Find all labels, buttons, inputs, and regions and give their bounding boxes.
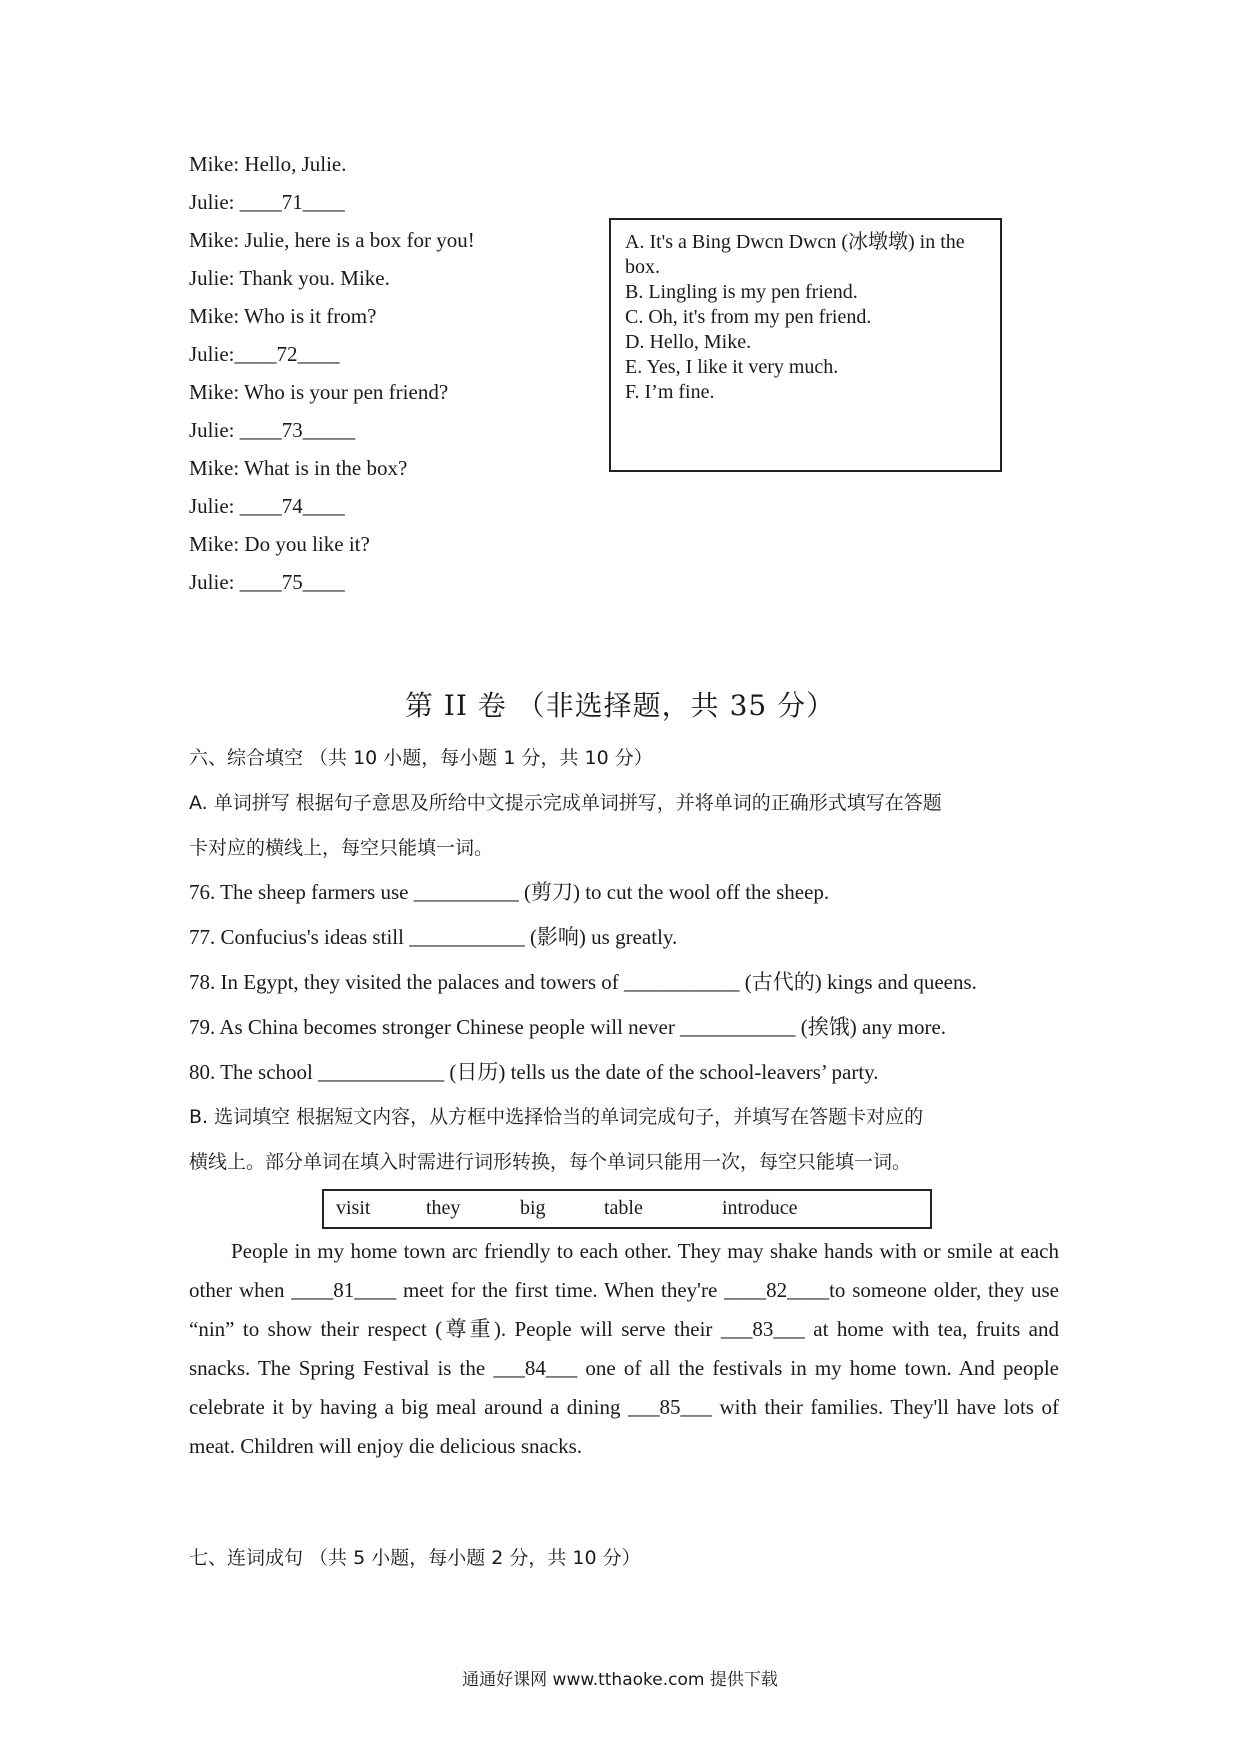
partB-instruction-2: 横线上。部分单词在填入时需进行词形转换，每个单词只能用一次，每空只能填一词。 bbox=[189, 1151, 912, 1173]
question-80: 80. The school ____________ (日历) tells us the date of the school-leavers’ party. bbox=[189, 1060, 879, 1084]
question-79: 79. As China becomes stronger Chinese people will never ___________ (挨饿) any more. bbox=[189, 1015, 947, 1039]
option-b: B. Lingling is my pen friend. bbox=[625, 281, 858, 303]
question-78: 78. In Egypt, they visited the palaces and towers of ___________ (古代的) kings and queens. bbox=[189, 970, 977, 994]
word-bank-item: they bbox=[426, 1197, 461, 1219]
passage-text: People in my home town arc friendly to each other. They may shake hands with or smile at each other when ____81____ meet for the first time. When they're ____82____to someone older, they use “nin” to show their respect (尊重). People will serve their ___83___ at home with tea, fruits and snacks. The Spring Festival is the ___84___ one of all the festivals in my home town. And people celebrate it by having a big meal around a dining ___85___ with their families. They'll have lots of meat. Children will enjoy die delicious snacks. bbox=[189, 1239, 1059, 1458]
option-f: F. I’m fine. bbox=[625, 381, 715, 403]
option-e: E. Yes, I like it very much. bbox=[625, 356, 839, 378]
option-d: D. Hello, Mike. bbox=[625, 331, 752, 353]
partB-instruction-1: B. 选词填空 根据短文内容，从方框中选择恰当的单词完成句子，并填写在答题卡对应的 bbox=[189, 1106, 924, 1128]
dialogue-line: Mike: Hello, Julie. bbox=[189, 152, 347, 176]
word-bank-item: table bbox=[604, 1197, 643, 1219]
dialogue-line: Julie: ____75____ bbox=[189, 570, 345, 594]
dialogue-line: Julie: ____71____ bbox=[189, 190, 345, 214]
dialogue-line: Mike: Who is your pen friend? bbox=[189, 380, 449, 404]
dialogue-line: Mike: What is in the box? bbox=[189, 456, 408, 480]
dialogue-line: Julie: ____74____ bbox=[189, 494, 345, 518]
dialogue-line: Mike: Do you like it? bbox=[189, 532, 370, 556]
option-c: C. Oh, it's from my pen friend. bbox=[625, 306, 872, 328]
dialogue-line: Mike: Julie, here is a box for you! bbox=[189, 228, 475, 252]
dialogue-line: Julie: ____73_____ bbox=[189, 418, 356, 442]
word-bank-item: visit bbox=[336, 1197, 371, 1219]
question-76: 76. The sheep farmers use __________ (剪刀) to cut the wool off the sheep. bbox=[189, 880, 830, 904]
dialogue-line: Mike: Who is it from? bbox=[189, 304, 377, 328]
word-bank-item: big bbox=[520, 1197, 546, 1219]
part7-heading: 七、连词成句 （共 5 小题，每小题 2 分，共 10 分） bbox=[189, 1547, 641, 1569]
part6-heading: 六、综合填空 （共 10 小题，每小题 1 分，共 10 分） bbox=[189, 747, 653, 769]
option-a: A. It's a Bing Dwcn Dwcn (冰墩墩) in the box. bbox=[625, 231, 965, 278]
question-77: 77. Confucius's ideas still ___________ (影响) us greatly. bbox=[189, 925, 678, 949]
partA-instruction-1: A. 单词拼写 根据句子意思及所给中文提示完成单词拼写，并将单词的正确形式填写在答题 bbox=[189, 792, 942, 814]
passage bbox=[189, 1232, 1059, 1466]
word-bank-item: introduce bbox=[722, 1197, 798, 1219]
options-box bbox=[609, 218, 1002, 472]
dialogue-line: Julie: Thank you. Mike. bbox=[189, 266, 390, 290]
partA-instruction-2: 卡对应的横线上，每空只能填一词。 bbox=[189, 837, 494, 859]
section-title: 第 II 卷 （非选择题，共 35 分） bbox=[404, 689, 836, 722]
dialogue-line: Julie:____72____ bbox=[189, 342, 340, 366]
footer: 通通好课网 www.tthaoke.com 提供下载 bbox=[462, 1670, 778, 1690]
word-bank bbox=[322, 1189, 932, 1229]
